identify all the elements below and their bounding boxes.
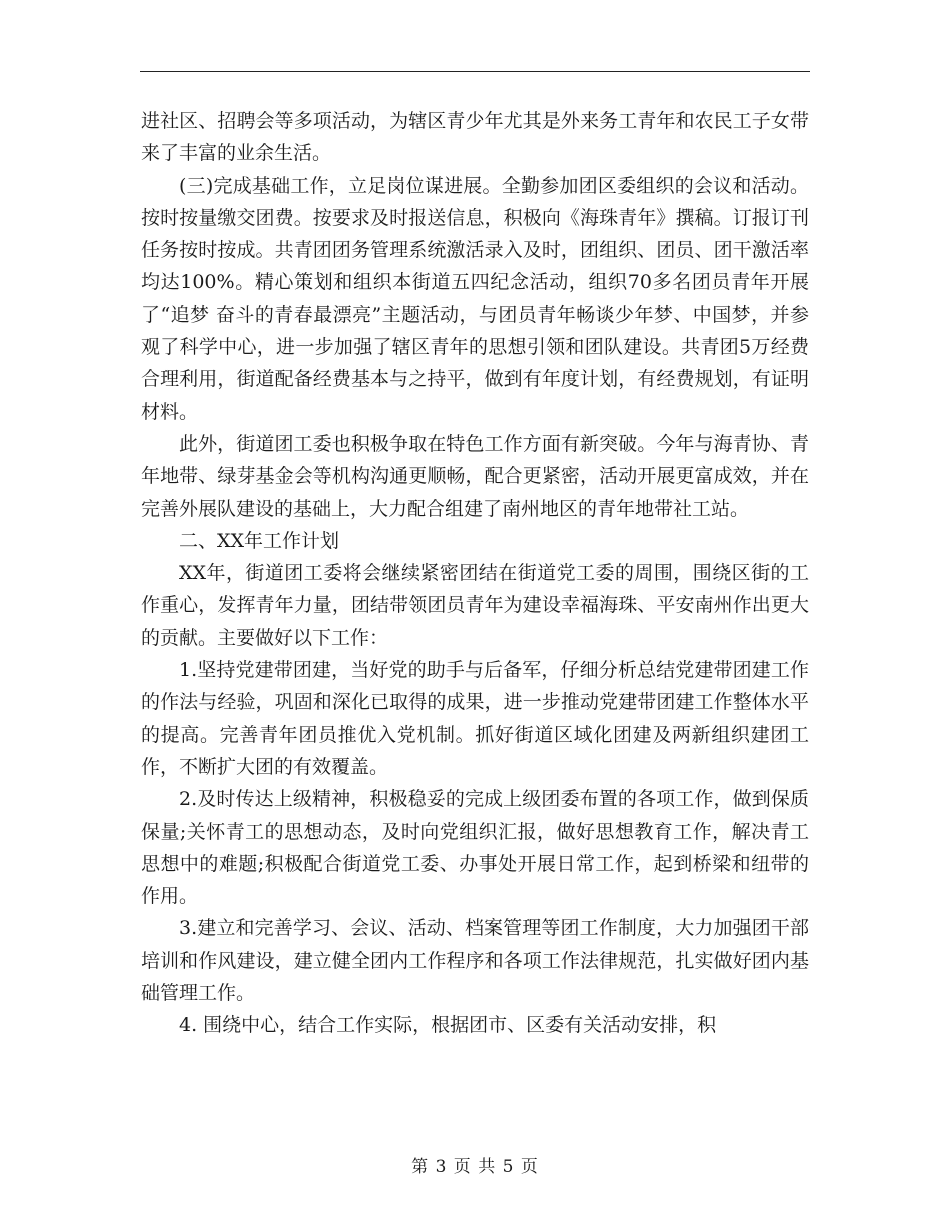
paragraph-continuation: 进社区、招聘会等多项活动，为辖区青少年尤其是外来务工青年和农民工子女带来了丰富的业余生活。 <box>141 110 809 165</box>
paragraph-special-work: 此外，街道团工委也积极争取在特色工作方面有新突破。今年与海青协、青年地带、绿芽基金会等机构沟通更顺畅，配合更紧密，活动开展更富成效，并在完善外展队建设的基础上，大力配合组建了南州地区的青年地带社工站。 <box>141 432 809 520</box>
list-item-1: 1.坚持党建带团建，当好党的助手与后备军，仔细分析总结党建带团建工作的作法与经验，巩固和深化已取得的成果，进一步推动党建带团建工作整体水平的提高。完善青年团员推优入党机制。抓好街道区域化团建及两新组织建团工作，不断扩大团的有效覆盖。 <box>141 659 809 778</box>
list-item-4: 4. 围绕中心，结合工作实际，根据团市、区委有关活动安排，积 <box>179 1014 717 1037</box>
document-body <box>141 105 809 1042</box>
list-item-2: 2.及时传达上级精神，积极稳妥的完成上级团委布置的各项工作，做到保质保量;关怀青工的思想动态，及时向党组织汇报，做好思想教育工作，解决青工思想中的难题;积极配合街道党工委、办事处开展日常工作，起到桥梁和纽带的作用。 <box>141 788 809 908</box>
section-heading-work-plan: 二、XX年工作计划 <box>179 529 340 552</box>
header-rule <box>140 71 810 72</box>
page-footer: 第 3 页 共 5 页 <box>411 1157 539 1177</box>
paragraph-basic-work: (三)完成基础工作，立足岗位谋进展。全勤参加团区委组织的会议和活动。按时按量缴交团费。按要求及时报送信息，积极向《海珠青年》撰稿。订报订刊任务按时按成。共青团团务管理系统激活录入及时，团组织、团员、团干激活率均达100%。精心策划和组织本街道五四纪念活动，组织70多名团员青年开展了“追梦 奋斗的青春最漂亮”主题活动，与团员青年畅谈少年梦、中国梦，并参观了科学中心，进一步加强了辖区青年的思想引领和团队建设。共青团5万经费合理利用，街道配备经费基本与之持平，做到有年度计划，有经费规划，有证明材料。 <box>141 174 809 423</box>
list-item-3: 3.建立和完善学习、会议、活动、档案管理等团工作制度，大力加强团干部培训和作风建设，建立健全团内工作程序和各项工作法律规范，扎实做好团内基础管理工作。 <box>141 917 809 1005</box>
paragraph-plan-intro: XX年，街道团工委将会继续紧密团结在街道党工委的周围，围绕区街的工作重心，发挥青年力量，团结带领团员青年为建设幸福海珠、平安南州作出更大的贡献。主要做好以下工作： <box>141 562 809 649</box>
